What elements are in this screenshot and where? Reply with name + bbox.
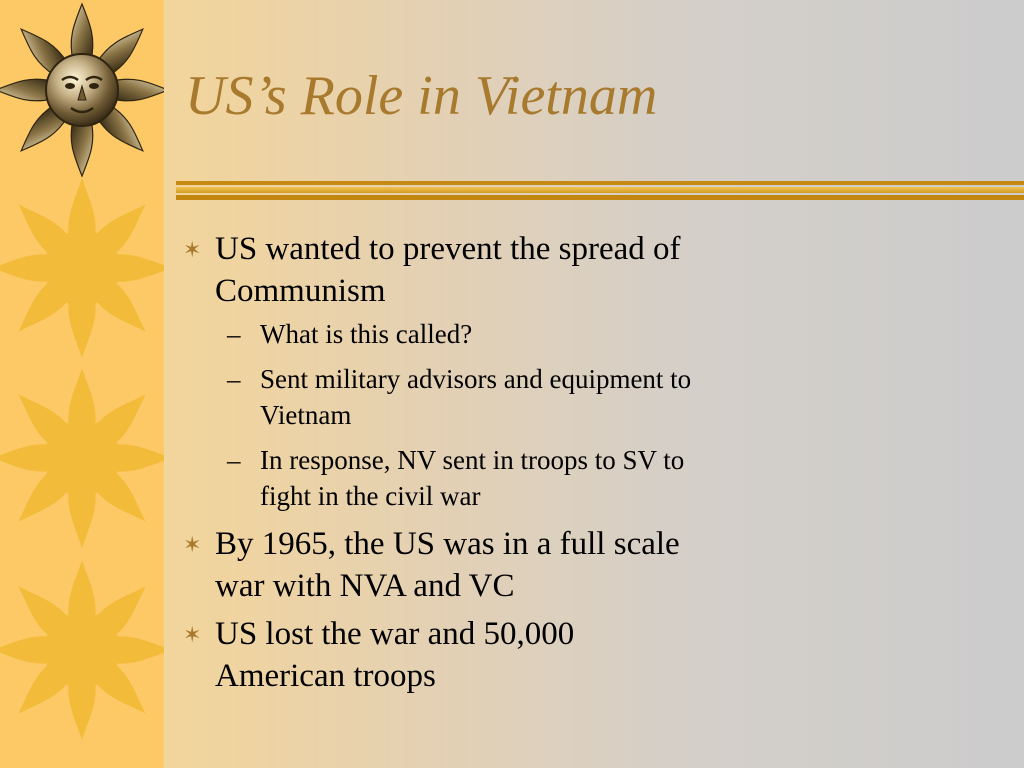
sub-bullet-item	[215, 361, 703, 433]
bullet-item	[183, 228, 703, 514]
slide-body	[183, 228, 703, 703]
sub-bullet-text: What is this called?	[260, 319, 473, 349]
sub-bullet-list	[215, 316, 703, 514]
bullet-text: US lost the war and 50,000 American troops	[215, 616, 575, 694]
star-bullet-icon: ✶	[183, 532, 202, 557]
bullet-item	[183, 523, 703, 607]
sub-bullet-text: In response, NV sent in troops to SV to fight in the civil war	[260, 445, 685, 511]
title-divider	[176, 181, 1024, 203]
sub-bullet-text: Sent military advisors and equipment to Vietnam	[260, 364, 692, 430]
sun-icon	[0, 368, 164, 548]
sub-bullet-item	[215, 442, 703, 514]
slide-title: US’s Role in Vietnam	[185, 65, 658, 127]
bullet-item	[183, 613, 703, 697]
star-bullet-icon: ✶	[183, 237, 202, 262]
dash-bullet: –	[227, 319, 241, 349]
dash-bullet: –	[227, 364, 241, 394]
dash-bullet: –	[227, 445, 241, 475]
bullet-text: US wanted to prevent the spread of Communism	[215, 231, 681, 309]
bullet-text: By 1965, the US was in a full scale war with NVA and VC	[215, 526, 680, 604]
sun-face-icon	[0, 2, 164, 182]
star-bullet-icon: ✶	[183, 622, 202, 647]
sidebar-decoration	[0, 0, 164, 768]
sun-icon	[0, 560, 164, 740]
sun-icon	[0, 178, 164, 358]
sub-bullet-item	[215, 316, 703, 352]
